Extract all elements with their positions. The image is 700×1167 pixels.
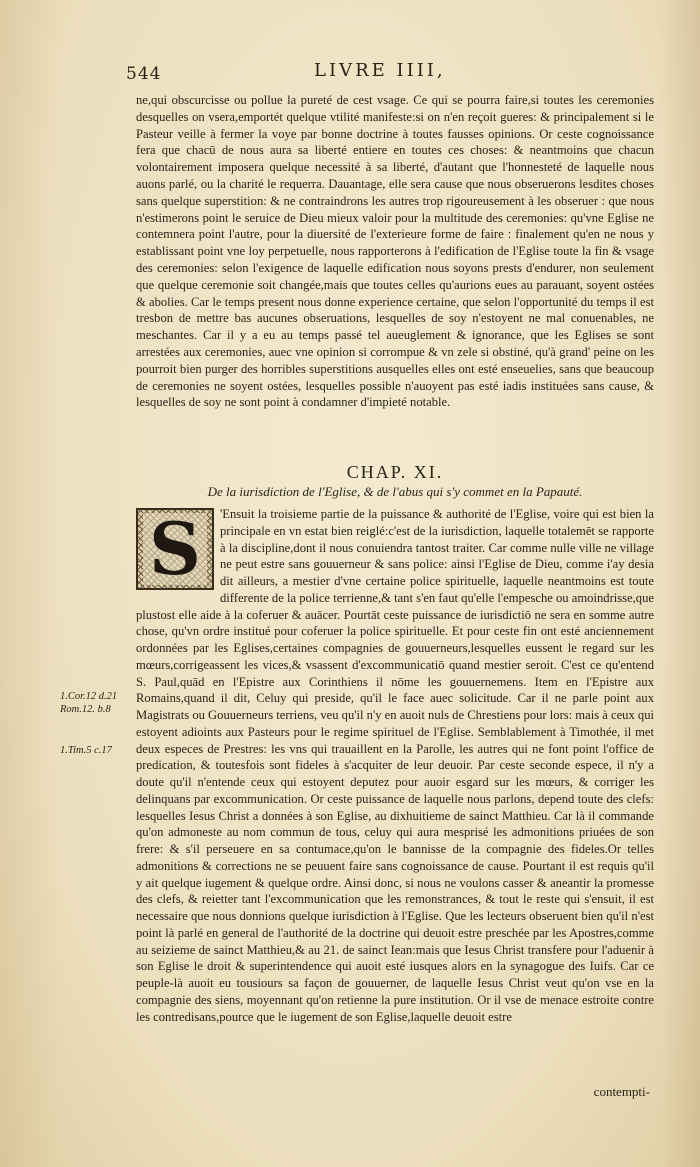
catchword: contempti- bbox=[593, 1084, 650, 1099]
page-header bbox=[126, 60, 656, 88]
preceding-chapter-text: ne,qui obscurcisse ou pollue la pureté de cest vsage. Ce qui se pourra faire,si toutes les ceremonies desquelles on vsera,emportét quelque vtilité manifeste:si on n'en reçoit gueres: & principalement si le Pasteur veille à fermer la voye par bonne doctrine à toutes fausses opinions. Or ceste cognoissance fera que chacū de nous aura sa liberté entiere en toutes ces choses: & neantmoins que chacun volontairement imposera quelque necessité à sa liberté, d'autant que l'honnesteté de laquelle nous auons parlé, ou la charité le requerra. Dauantage, elle sera cause que nous obseruerons lesdites choses sans quelque superstition: & ne contraindrons les autres trop rigoureusement à les obseruer : que nous n'estimerons point le seruice de Dieu mieux valoir pour la multitude des ceremonies: qu'vne Eglise ne contemnera point l'autre, pour la diuersité de l'exterieure forme de faire : finalement qu'en ne nous y establissant point vne loy perpetuelle, nous rapporterons à l'edification de l'Eglise toute la fin & vsage des ceremonies: selon l'exigence de laquelle edification nous soyons prests d'endurer, non seulement que quelque ceremonie soit changée,mais que toutes celles qu'aurions eues au parauant, soyent ostées & abolies. Car le temps present nous donne experience certaine, que selon l'opportunité du temps il est tresbon de mettre bas aucunes obseruations, lesquelles de soy n'estoyent ne mal conuenables, ne meschantes. Car il y a eu au temps passé tel aueuglement & ignorance, que les Eglises se sont arrestées aux ceremonies, auec vne opinion si corrompue & vn zele si obstiné, qu'à grand' peine on les pourroit bien purger des horribles superstitions ausquelles elles ont esté enseuelies, sans que beaucoup de ceremonies ne soyent ostées, lesquelles possible n'auoyent pas esté iadis instituées sans cause, & lesquelles de soy ne sont point à condamner d'impieté notable. bbox=[136, 93, 654, 410]
chapter-body-text: 'Ensuit la troisieme partie de la puissance & authorité de l'Eglise, voire qui est bien la principale en vn estat bien reiglé:c'est de la iurisdiction, laquelle totalemēt se rapporte à la discipline,dont il nous conuiendra tantost traiter. Car comme nulle ville ne village ne peut estre sans gouuerneur & sans police: ainsi l'Eglise de Dieu, comme i'ay desia dit ailleurs, a mestier d'vne certaine police spirituelle, laquelle neantmoins est toute differente de la police terrienne,& tant s'en faut qu'elle l'empesche ou amoindrisse,que plustost elle aide à la coferuer & auācer. Pourtāt ceste puissance de iurisdictiō ne sera en somme autre chose, qu'vn ordre institué pour coferuer la police spirituelle. Et pour ceste fin ont esté anciennement ordonnées par les Eglises,certaines compagnies de gouuerneurs,lesquelles eussent le regard sur les mœurs,corrigeassent les vices,& vsassent d'excommunicatiō quand mestier seroit. C'est ce qu'entend S. Paul,quād en l'Epistre aux Corinthiens il nōme les gouuernemens. Item en l'Epistre aux Romains,quand il dit, Celuy qui preside, qu'il le face auec solicitude. Car il ne parle point aux Magistrats ou Gouuerneurs terriens, veu qu'il n'y en auoit nuls de Chrestiens pour lors: mais à ceux qui estoyent adioints aux Pasteurs pour le regime spirituel de l'Eglise. Semblablement à Timothée, il met deux especes de Prestres: les vns qui trauaillent en la Parolle, les autres qui ne font point l'office de predication, & toutesfois sont fideles à s'acquiter de leur deuoir. Par ceste seconde espece, il n'y a doute qu'il n'entende ceux qui estoyent deputez pour auoir esgard sur les mœurs, & corriger les delinquans par excommunication. Or ceste puissance de laquelle nous parlons, depend toute des clefs: lesquelles Iesus Christ a données à son Eglise, au dixhuitieme de sainct Matthieu. Car là il commande qu'on admoneste au nom commun de tous, celuy qui aura mesprisé les admonitions priuées de son frere: & s'il perseuere en sa contumace,qu'on le bannisse de la compagnie des fideles.Or telles admonitions & corrections ne se peuuent faire sans cognoissance de cause. Pourtant il est requis qu'il y ait quelque iugement & quelque ordre. Ainsi donc, si nous ne voulons casser & aneantir la promesse des clefs, & reietter tant l'excommunication que les remonstrances, & tout le reste qui s'ensuit, il est necessaire que nous donnions quelque iurisdiction à l'Eglise. Que les lecteurs obseruent bien qu'il n'est point là parlé en general de l'authorité de la doctrine qui deuoit estre preschée par les Apostres,comme au seizieme de sainct Matthieu,& au 21. de sainct Iean:mais que Iesus Christ transfere pour l'aduenir à son Eglise le droit & superintendence qui auoit esté iusques alors en la synagogue des Iuifs. Car ce peuple-là auoit eu tousiours sa façon de gouuerner, de laquelle Iesus Christ veut qu'on vse en la compagnie des siens, moyennant qu'on retienne la pure institution. Or il vse de menace estroite contre les contredisans,pource que le iugement de son Eglise,laquelle deuoit estre bbox=[136, 507, 654, 1024]
running-head: LIVRE IIII, bbox=[314, 60, 446, 81]
page-edge-shadow-right bbox=[660, 0, 700, 1167]
margin-note-2: 1.Tim.5 c.17 bbox=[60, 745, 112, 756]
chapter-subtitle: De la iurisdiction de l'Eglise, & de l'abus qui s'y commet en la Papauté. bbox=[207, 484, 583, 499]
folio-number: 544 bbox=[126, 64, 162, 84]
decorated-initial bbox=[136, 508, 214, 590]
margin-notes bbox=[60, 690, 120, 785]
page-edge-shadow-left bbox=[0, 0, 60, 1167]
initial-letter: S bbox=[143, 513, 207, 585]
margin-note-1: 1.Cor.12 d.21 Rom.12. b.8 bbox=[60, 691, 118, 715]
chapter-body bbox=[136, 506, 654, 1025]
chapter-title: CHAP. XI. bbox=[346, 462, 444, 482]
